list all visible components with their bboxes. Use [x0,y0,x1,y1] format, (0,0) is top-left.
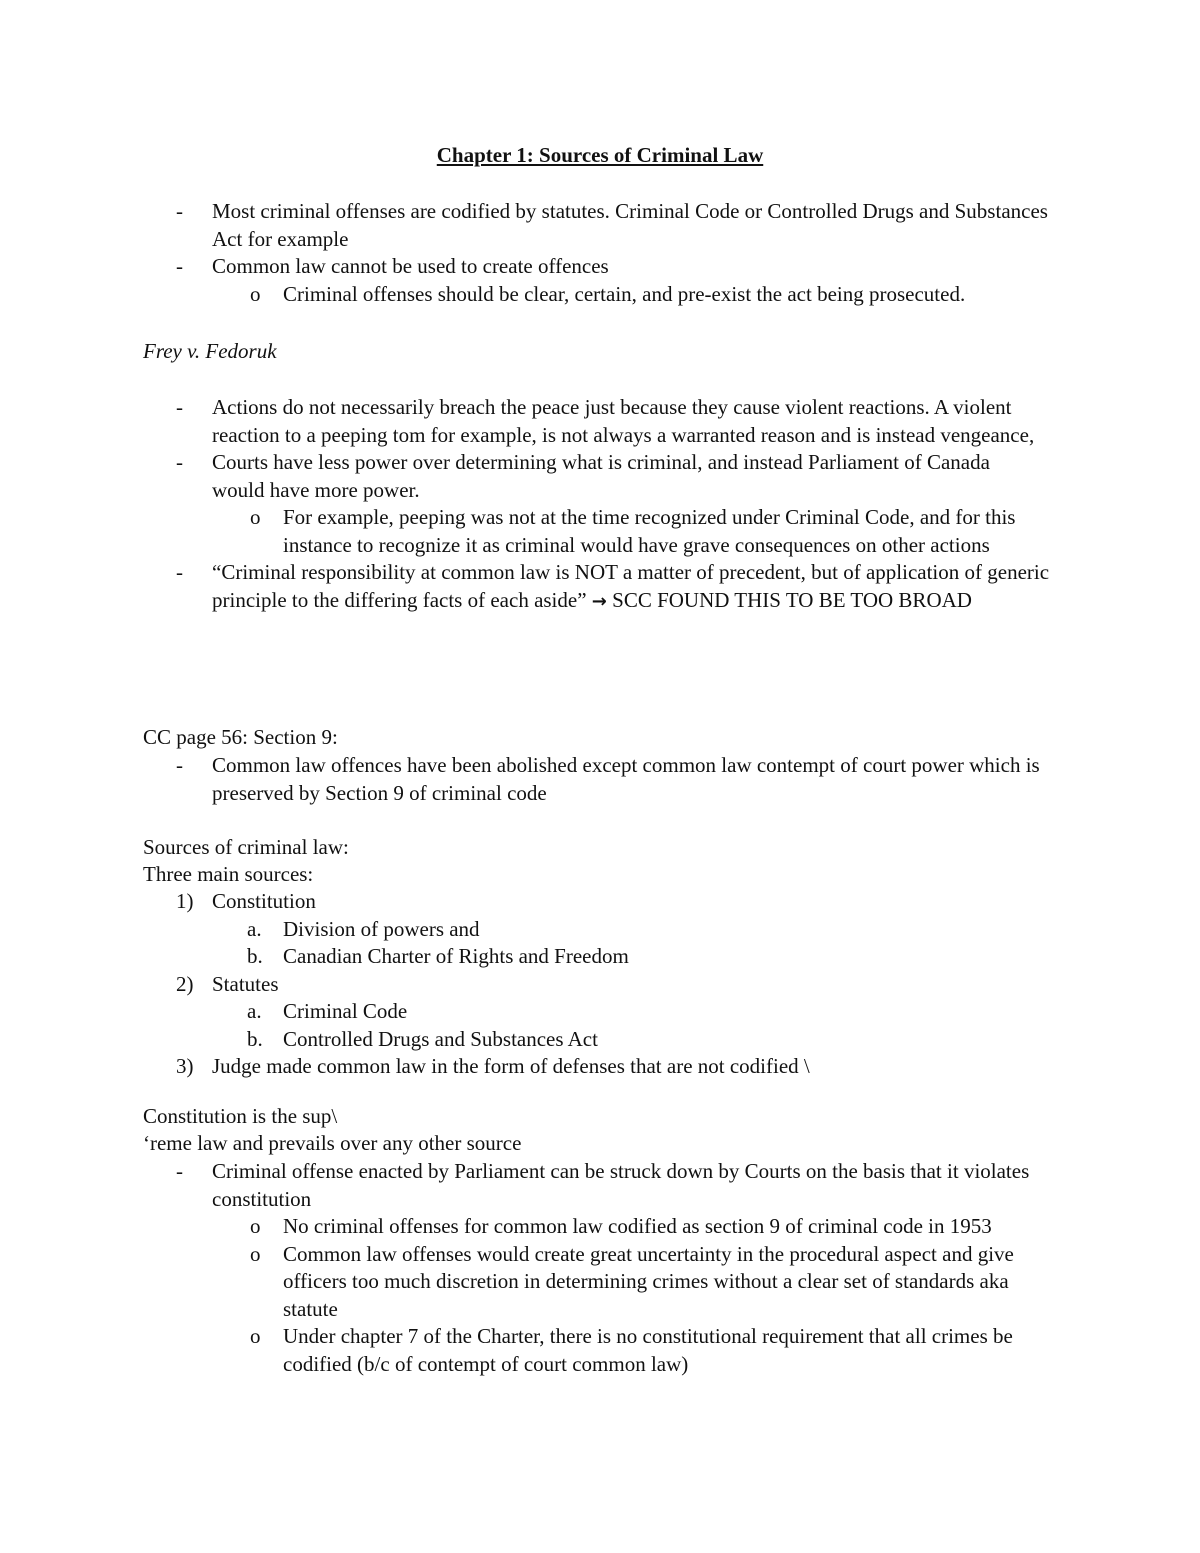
item-letter: a. [247,916,262,941]
bullet-text: Common law cannot be used to create offences [212,254,609,278]
bullet-text: No criminal offenses for common law codified as section 9 of criminal code in 1953 [283,1214,992,1238]
quote-conclusion: SCC FOUND THIS TO BE TOO BROAD [612,587,972,612]
dash-bullet: - [176,395,183,419]
page-title: Chapter 1: Sources of Criminal Law [436,143,764,167]
bullet-text: Criminal offenses should be clear, certain, and pre-exist the act being prosecuted. [283,281,966,306]
intro-section [0,198,1200,308]
lettered-item [0,943,1200,971]
item-number: 2) [176,971,194,996]
sub-list-item [0,1213,1200,1241]
item-label: Canadian Charter of Rights and Freedom [283,944,629,968]
bullet-text: Actions do not necessarily breach the peace just because they cause violent reactions. A violent reaction to a peeping tom for example, is not always a warranted reason and is instead vengeance, [212,395,1035,447]
lettered-item [0,1026,1200,1054]
bullet-text: Most criminal offenses are codified by statutes. Criminal Code or Controlled Drugs and Substances Act for example [212,199,1048,251]
arrow-icon: → [591,590,607,612]
item-number: 3) [176,1054,194,1078]
item-label: Division of powers and [283,916,480,941]
constitution-section [0,1158,1200,1378]
sub-list-item [0,1323,1200,1378]
bullet-text: Under chapter 7 of the Charter, there is no constitutional requirement that all crimes be codified (b/c of contempt of court common law) [283,1324,1013,1376]
circle-bullet: o [250,1214,261,1238]
paragraph-line: Constitution is the sup\ [143,1104,338,1128]
bullet-text: Criminal offense enacted by Parliament can be struck down by Courts on the basis that it violates constitution [212,1159,1030,1211]
lettered-item [0,998,1200,1026]
bullet-text: For example, peeping was not at the time recognized under Criminal Code, and for this instance to recognize it as criminal would have grave consequences on other actions [283,505,1016,557]
bullet-text: Courts have less power over determining what is criminal, and instead Parliament of Canada would have more power. [212,450,990,502]
paragraph-line: ‘reme law and prevails over any other source [143,1131,522,1155]
case-heading: Frey v. Fedoruk [143,339,277,363]
section-heading: CC page 56: Section 9: [143,725,338,749]
list-item [0,394,1200,449]
sub-list-item [0,281,1200,309]
item-label: Statutes [212,971,279,996]
dash-bullet: - [176,199,183,223]
item-letter: b. [247,1026,263,1051]
lettered-item [0,916,1200,944]
list-item [0,1158,1200,1213]
frey-section [0,394,1200,615]
item-label: Controlled Drugs and Substances Act [283,1026,598,1051]
cc-section [0,752,1200,807]
numbered-item [0,888,1200,916]
sub-list-item [0,1241,1200,1324]
dash-bullet: - [176,450,183,474]
circle-bullet: o [250,281,261,306]
quote-text: “Criminal responsibility at common law is NOT a matter of precedent, but of application of generic principle to the differing facts of each aside” [212,560,1050,612]
dash-bullet: - [176,560,183,584]
numbered-item [0,1053,1200,1081]
bullet-text [212,559,1057,615]
list-item [0,752,1200,807]
item-letter: b. [247,944,263,968]
sources-list [0,888,1200,1081]
dash-bullet: - [176,1159,183,1183]
section-subheading: Three main sources: [143,862,314,886]
bullet-text: Common law offences have been abolished except common law contempt of court power which is preserved by Section 9 of criminal code [212,753,1040,805]
dash-bullet: - [176,753,183,777]
item-label: Constitution [212,889,316,913]
item-label: Criminal Code [283,999,408,1023]
list-item [0,198,1200,253]
circle-bullet: o [250,505,261,529]
item-letter: a. [247,999,262,1023]
list-item [0,559,1200,615]
section-heading: Sources of criminal law: [143,835,349,859]
dash-bullet: - [176,254,183,278]
bullet-text: Common law offenses would create great uncertainty in the procedural aspect and give officers too much discretion in determining crimes without a clear set of standards aka statute [283,1241,1014,1321]
list-item [0,253,1200,281]
circle-bullet: o [250,1241,261,1266]
numbered-item [0,971,1200,999]
item-label: Judge made common law in the form of defenses that are not codified \ [212,1054,810,1078]
sub-list-item [0,504,1200,559]
list-item [0,449,1200,504]
circle-bullet: o [250,1324,261,1348]
item-number: 1) [176,889,194,913]
